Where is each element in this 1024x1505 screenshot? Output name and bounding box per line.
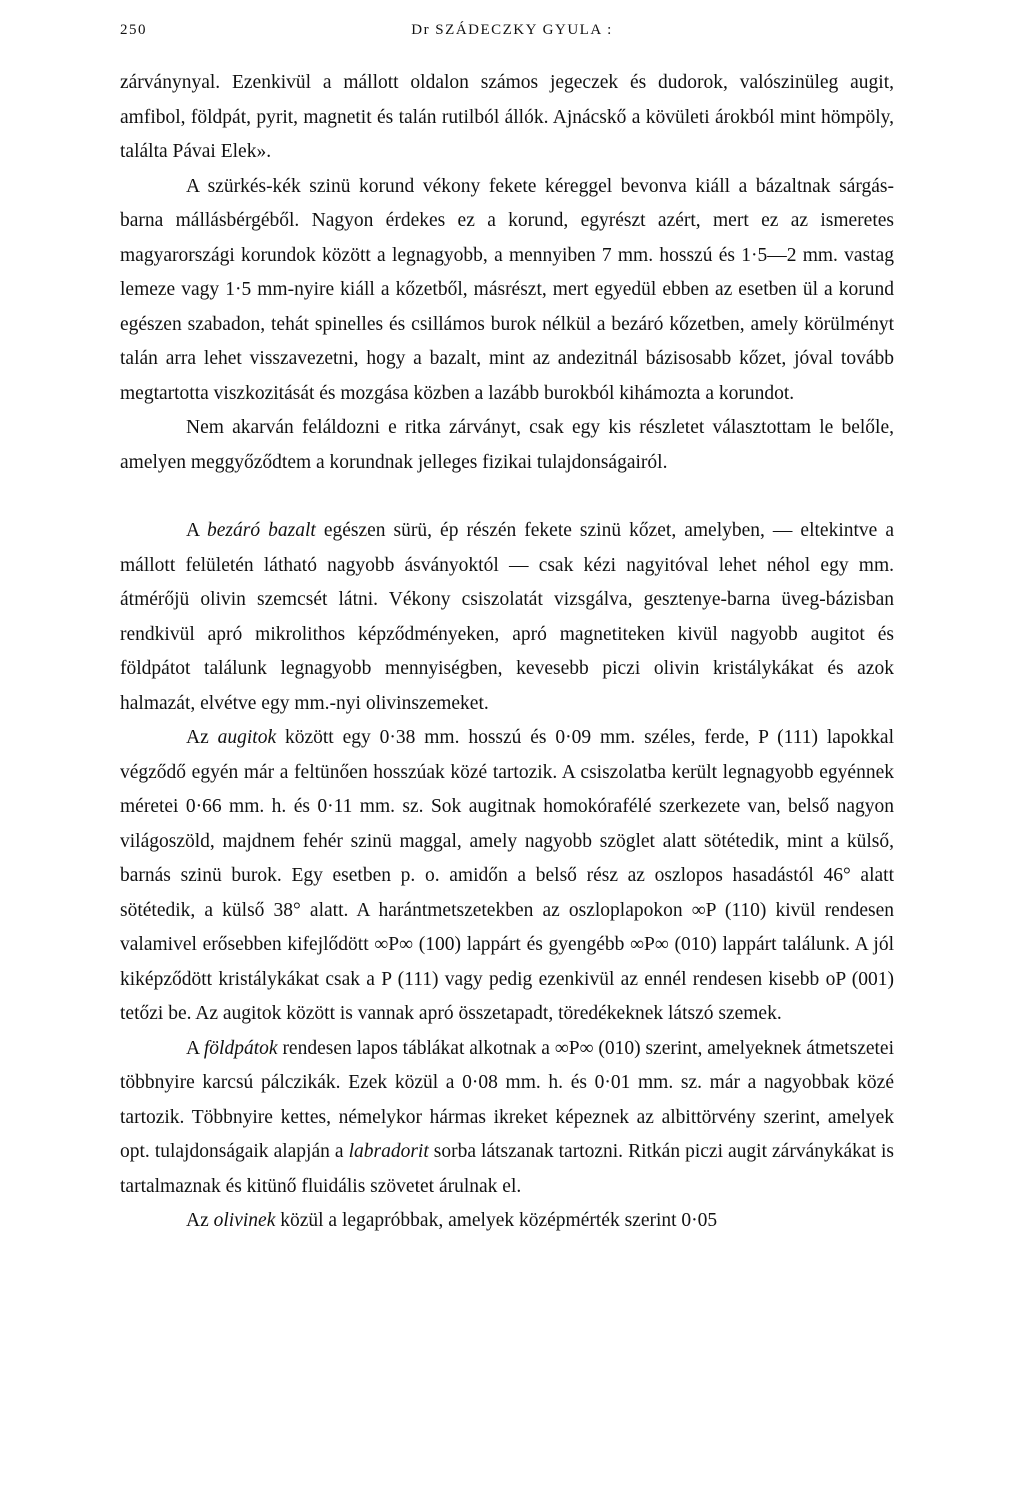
paragraph-p6 xyxy=(120,1032,894,1205)
text-run: Nem akarván feláldozni e ritka zárványt, csak egy kis részletet választottam le belőle, amelyen meggyőződtem a korundnak jelleges fizikai tulajdonságairól. xyxy=(120,417,894,473)
paragraph-p7 xyxy=(120,1204,894,1239)
text-run: A xyxy=(186,1037,204,1059)
page-number: 250 xyxy=(120,22,147,38)
text-run: közül a legapróbbak, amelyek középmérték szerint 0·05 xyxy=(275,1210,718,1231)
page-header xyxy=(120,22,894,52)
paragraph-p2 xyxy=(120,170,894,412)
text-run: rendesen lapos táblákat alkotnak a ∞P∞ (010) szerint, amelyeknek átmetszetei többnyire karcsú pálczikák. Ezek közül a 0·08 mm. h. és 0·01 mm. sz. már a nagyobbak közé tartozik. Többnyire kettes, némelykor hármas ikreket képeznek az albittörvény szerint, amelyek opt. tulajdonságaik alapján a xyxy=(120,1037,894,1162)
text-run: Az xyxy=(186,1210,214,1231)
italic-term: bezáró bazalt xyxy=(207,520,316,541)
italic-term: labradorit xyxy=(348,1141,429,1162)
running-head: Dr SZÁDECZKY GYULA : xyxy=(411,22,613,38)
italic-term: földpátok xyxy=(203,1037,278,1059)
text-run: A szürkés-kék szinü korund vékony fekete kéreggel bevonva kiáll a bázaltnak sárgás-barna mállásbérgéből. Nagyon érdekes ez a korund, egyrészt azért, mert ez az ismeretes magyarországi korundok között a legnagyobb, a mennyiben 7 mm. hosszú és 1·5—2 mm. vastag lemeze vagy 1·5 mm-nyire kiáll a kőzetből, másrészt, mert egyedül ebben az esetben ül a korund egészen szabadon, tehát spinelles és csillámos burok nélkül a bezáró kőzetben, amely körülményt talán arra lehet visszavezetni, hogy a bazalt, mint az andezitnál bázisosabb kőzet, jóval tovább megtartotta viszkozitását és mozgása közben a lazább burokból kihámozta a korundot. xyxy=(120,175,894,404)
paragraph-p1 xyxy=(120,66,894,170)
text-run: sorba látszanak tartozni. Ritkán piczi augit zárványkákat is tartalmaznak és kitünő fluidális szövetet árulnak el. xyxy=(120,1141,894,1197)
paragraph-p5 xyxy=(120,721,894,1032)
paragraph-p3 xyxy=(120,411,894,480)
paragraph-p4 xyxy=(120,514,894,721)
text-run: zárványnyal. Ezenkivül a mállott oldalon számos jegeczek és dudorok, valószinüleg augit, amfibol, földpát, pyrit, magnetit és talán rutilból állók. Ajnácskő a kövületi árokból mint hömpöly, találta Pávai Elek». xyxy=(120,72,894,162)
text-run: között egy 0·38 mm. hosszú és 0·09 mm. széles, ferde, P (111) lapokkal végződő egyén már a feltünően hosszúak közé tartozik. A csiszolatba került legnagyobb egyénnek méretei 0·66 mm. h. és 0·11 mm. sz. Sok augitnak homokórafélé szerkezete van, belső nagyon világoszöld, majdnem fehér szinü maggal, amely nagyobb szöglet alatt sötétedik, mint a külső, barnás szinü burok. Egy esetben p. o. amidőn a belső rész az oszlopos hasadástól 46° alatt sötétedik, a külső 38° alatt. A harántmetszetekben az oszloplapokon ∞P (110) kivül rendesen valamivel erősebben kifejlődött ∞P∞ (100) lappárt és gyengébb ∞P∞ (010) lappárt találunk. A jól kiképződött kristálykákat csak a P (111) vagy pedig ezenkivül az ennél rendesen kisebb oP (001) tetőzi be. Az augitok között is vannak apró összetapadt, töredékeknek látszó szemek. xyxy=(120,727,894,1024)
body-text xyxy=(120,66,894,1239)
text-run: Az xyxy=(186,727,218,748)
text-run: egészen sürü, ép részén fekete szinü kőzet, amelyben, — eltekintve a mállott felületén látható nagyobb ásványoktól — csak kézi nagyitóval lehet néhol egy mm. átmérőjü olivin szemcsét látni. Vékony csiszolatát vizsgálva, gesztenye-barna üveg-bázisban rendkivül apró mikrolithos képződményeken, apró magnetiteken kivül nagyobb augitot és földpátot találunk legnagyobb mennyiségben, kevesebb piczi olivin kristálykákat és azok halmazát, elvétve egy mm.-nyi olivinszemeket. xyxy=(120,520,894,714)
italic-term: olivinek xyxy=(213,1210,276,1231)
text-run: A xyxy=(186,520,208,541)
italic-term: augitok xyxy=(217,727,277,748)
